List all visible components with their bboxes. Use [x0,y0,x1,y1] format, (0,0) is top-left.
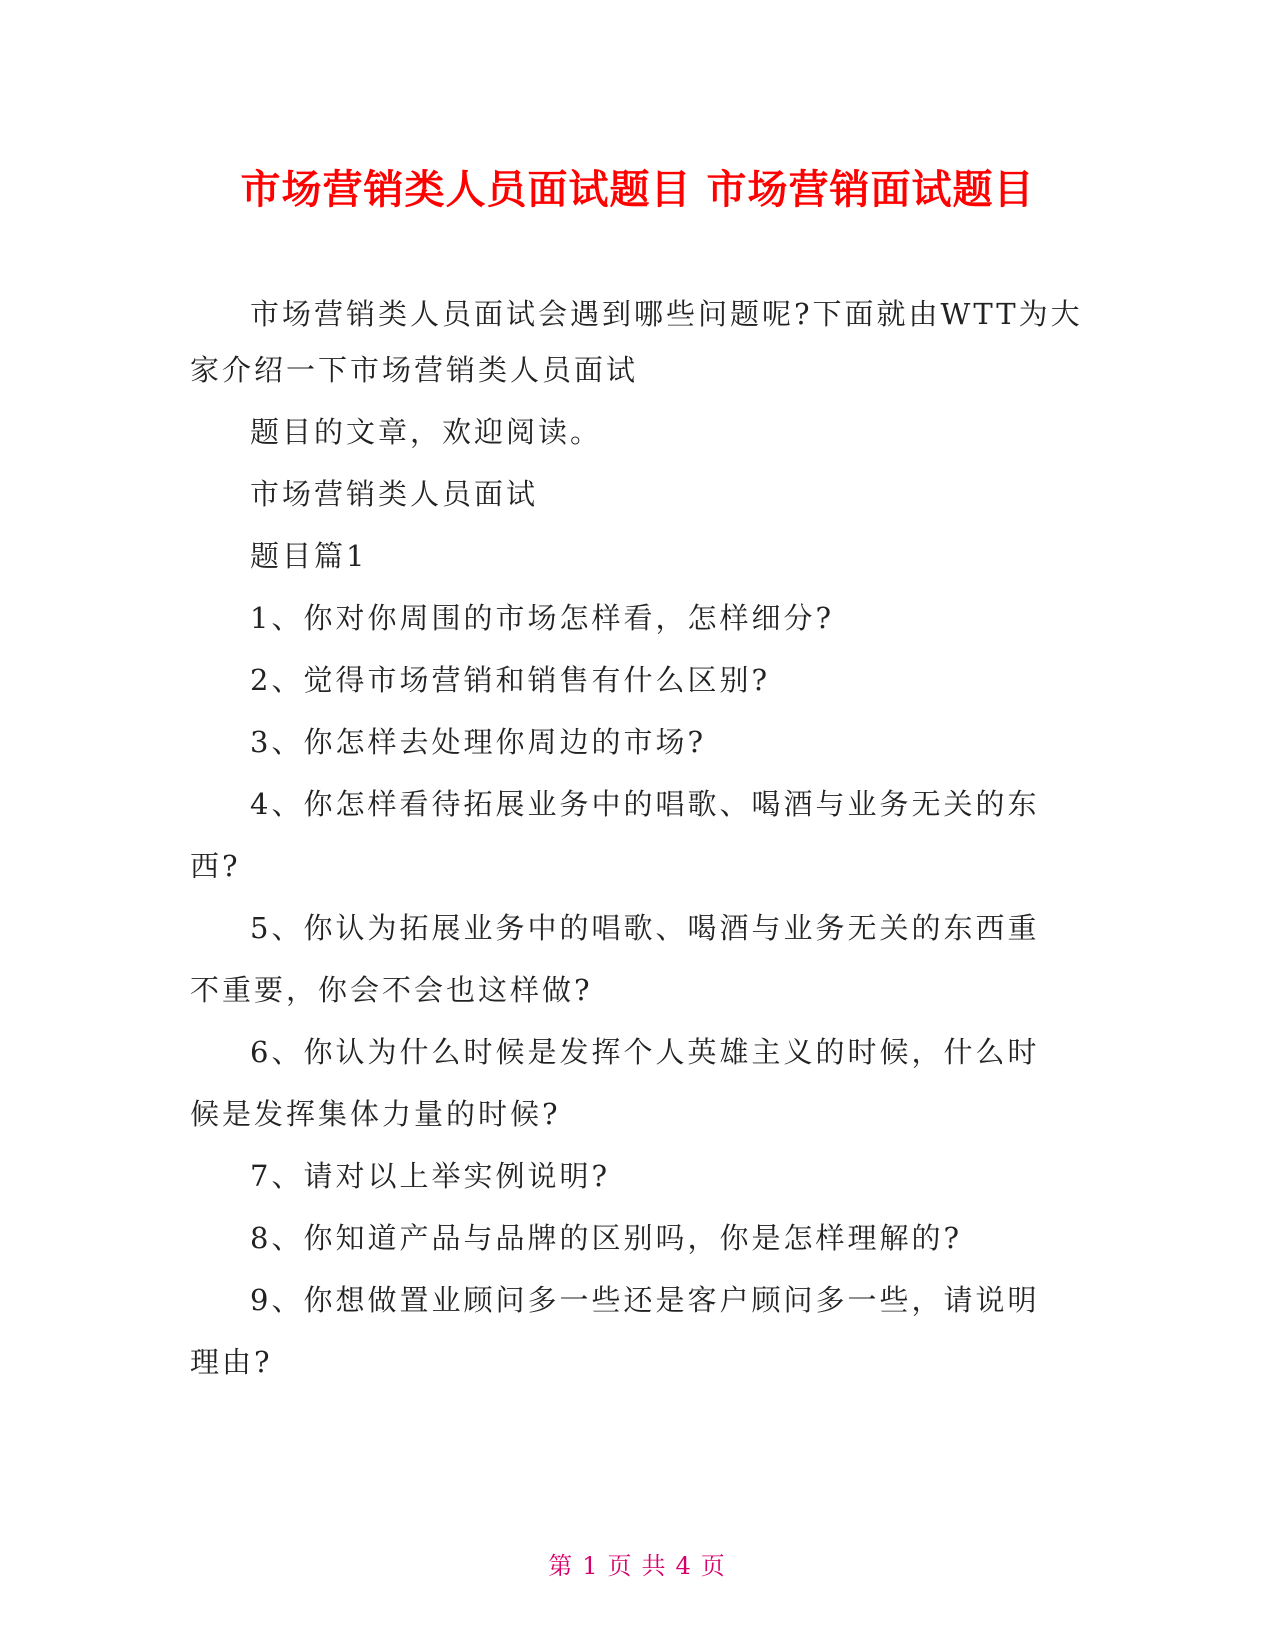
question-item-continuation: 理由? [190,1345,273,1379]
page-number-total: 4 [675,1552,693,1580]
question-item-continuation: 不重要，你会不会也这样做? [190,973,593,1007]
paragraph-line: 市场营销类人员面试 [250,477,539,511]
page-number-current: 1 [582,1552,600,1580]
question-item: 7、请对以上举实例说明? [250,1159,610,1193]
footer-ye: 页 [607,1552,634,1580]
question-item: 6、你认为什么时候是发挥个人英雄主义的时候，什么时 [250,1035,1040,1069]
question-item: 4、你怎样看待拓展业务中的唱歌、喝酒与业务无关的东 [250,787,1040,821]
paragraph-line: 家介绍一下市场营销类人员面试 [190,353,639,387]
document-title: 市场营销类人员面试题目 市场营销面试题目 [240,167,1035,213]
question-item-continuation: 西? [190,849,241,883]
footer-gong: 共 [641,1552,668,1580]
paragraph-line: 题目的文章，欢迎阅读。 [250,415,603,449]
question-item: 9、你想做置业顾问多一些还是客户顾问多一些，请说明 [250,1283,1040,1317]
footer-di: 第 [548,1552,575,1580]
question-item-continuation: 候是发挥集体力量的时候? [190,1097,561,1131]
question-item: 3、你怎样去处理你周边的市场? [250,725,706,759]
paragraph-line: 题目篇1 [250,539,368,573]
page-footer [0,1546,1275,1581]
question-item: 5、你认为拓展业务中的唱歌、喝酒与业务无关的东西重 [250,911,1040,945]
question-item: 1、你对你周围的市场怎样看，怎样细分? [250,601,834,635]
question-item: 2、觉得市场营销和销售有什么区别? [250,663,770,697]
footer-ye2: 页 [700,1552,727,1580]
question-item: 8、你知道产品与品牌的区别吗，你是怎样理解的? [250,1221,962,1255]
paragraph-line: 市场营销类人员面试会遇到哪些问题呢?下面就由WTT为大 [250,297,1083,331]
